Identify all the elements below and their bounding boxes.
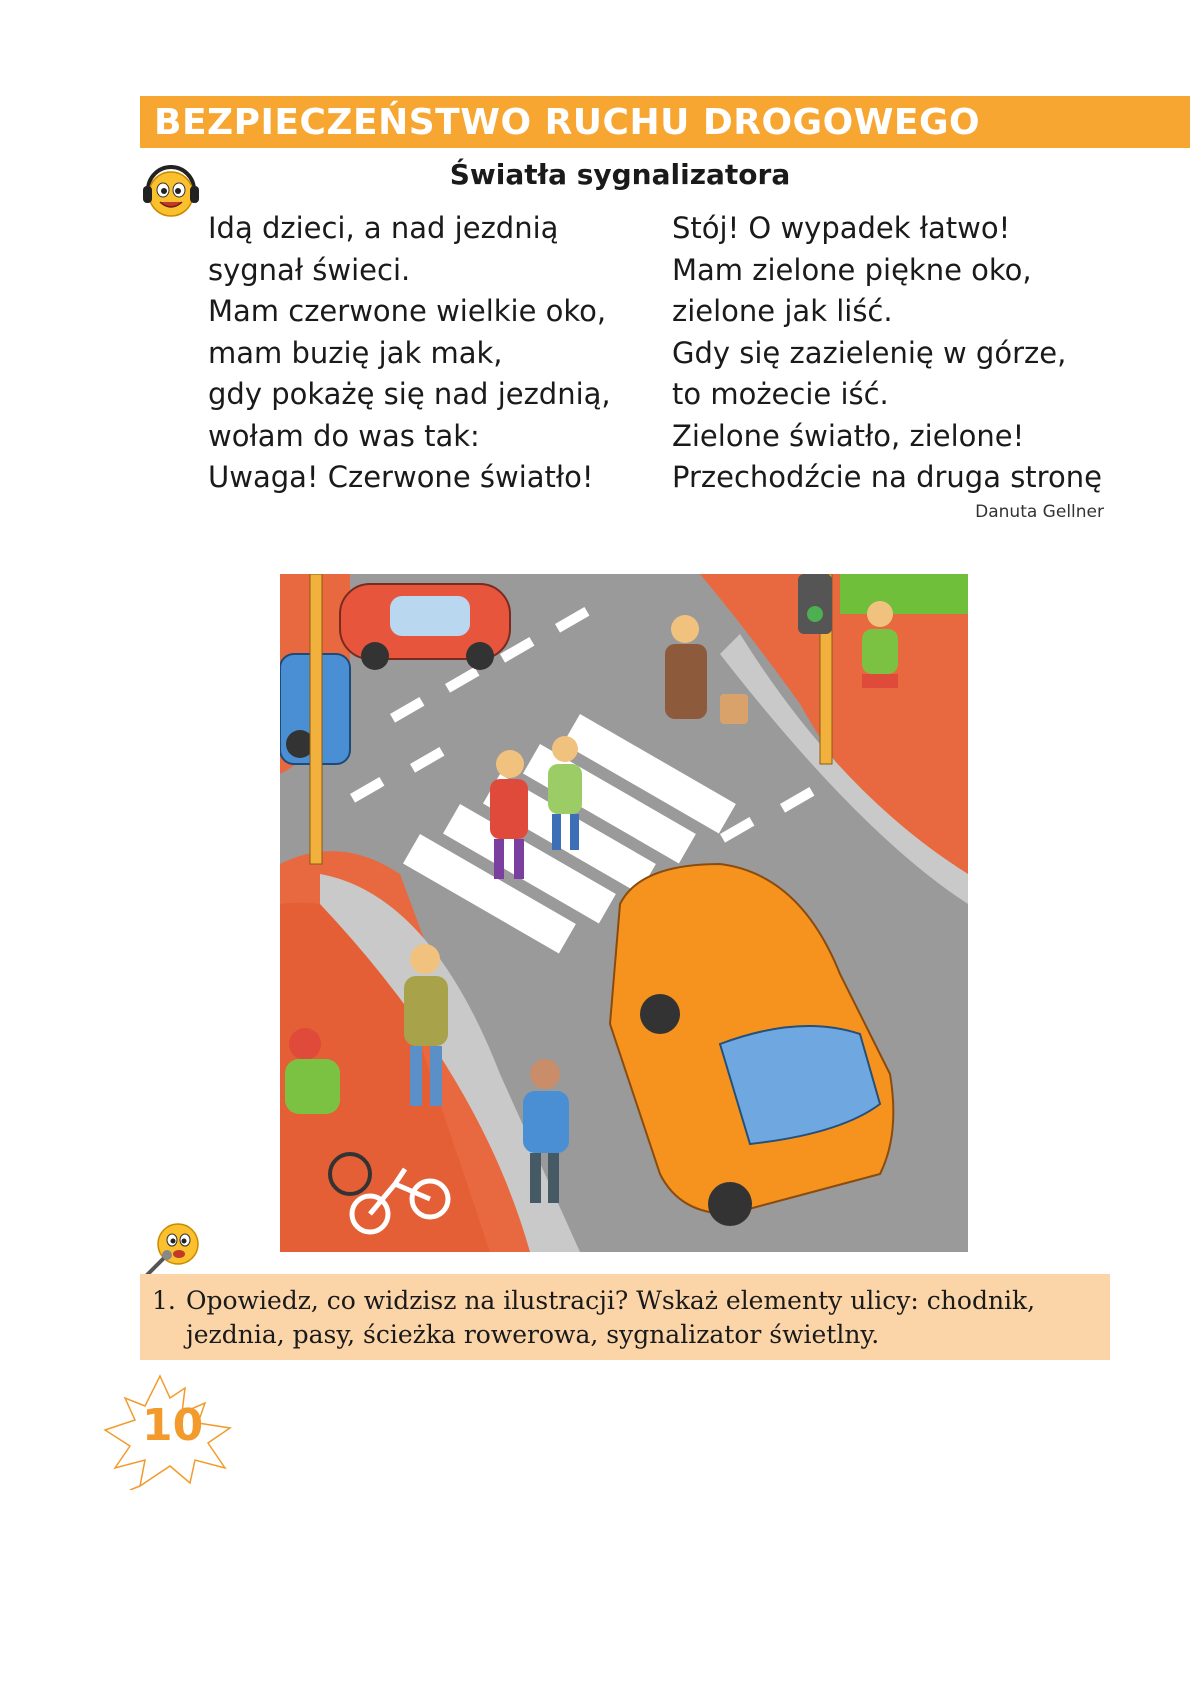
poem-line: Przechodźcie na druga stronę: [672, 460, 1102, 494]
task-text: [152, 1284, 1102, 1352]
task-number: 1.: [152, 1286, 176, 1315]
section-title: BEZPIECZEŃSTWO RUCHU DROGOWEGO: [154, 102, 981, 143]
poem-line: sygnał świeci.: [208, 252, 411, 287]
poem-line: gdy pokażę się nad jezdnią,: [208, 377, 611, 411]
headphones-smiley-icon: [140, 160, 202, 222]
microphone-smiley-icon: [142, 1218, 204, 1280]
task-box: [140, 1274, 1110, 1360]
street-crossing-illustration: [280, 574, 968, 1252]
poem-line: wołam do was tak:: [208, 418, 480, 453]
task-line: Opowiedz, co widzisz na ilustracji? Wskaż elementy ulicy: chodnik,: [186, 1286, 1036, 1315]
poem-line: Mam zielone piękne oko,: [672, 252, 1032, 287]
poem-line: zielone jak liść.: [672, 294, 893, 328]
poem-line: mam buzię jak mak,: [208, 335, 503, 370]
section-header: [140, 96, 1190, 148]
poem-stanza-left: [208, 208, 611, 499]
poem-title: Światła sygnalizatora: [449, 158, 791, 191]
poem-line: Stój! O wypadek łatwo!: [672, 211, 1011, 245]
poem-stanza-right: [672, 208, 1102, 499]
page-number: 10: [142, 1400, 204, 1451]
poem-line: Zielone światło, zielone!: [672, 418, 1025, 453]
poem-line: Mam czerwone wielkie oko,: [208, 294, 607, 328]
poem-author: Danuta Gellner: [975, 502, 1104, 522]
poem-line: Uwaga! Czerwone światło!: [208, 460, 594, 494]
poem-line: Gdy się zazielenię w górze,: [672, 335, 1067, 370]
poem-line: to możecie iść.: [672, 377, 889, 411]
task-line: jezdnia, pasy, ścieżka rowerowa, sygnalizator świetlny.: [186, 1320, 880, 1349]
poem-line: Idą dzieci, a nad jezdnią: [208, 211, 559, 245]
